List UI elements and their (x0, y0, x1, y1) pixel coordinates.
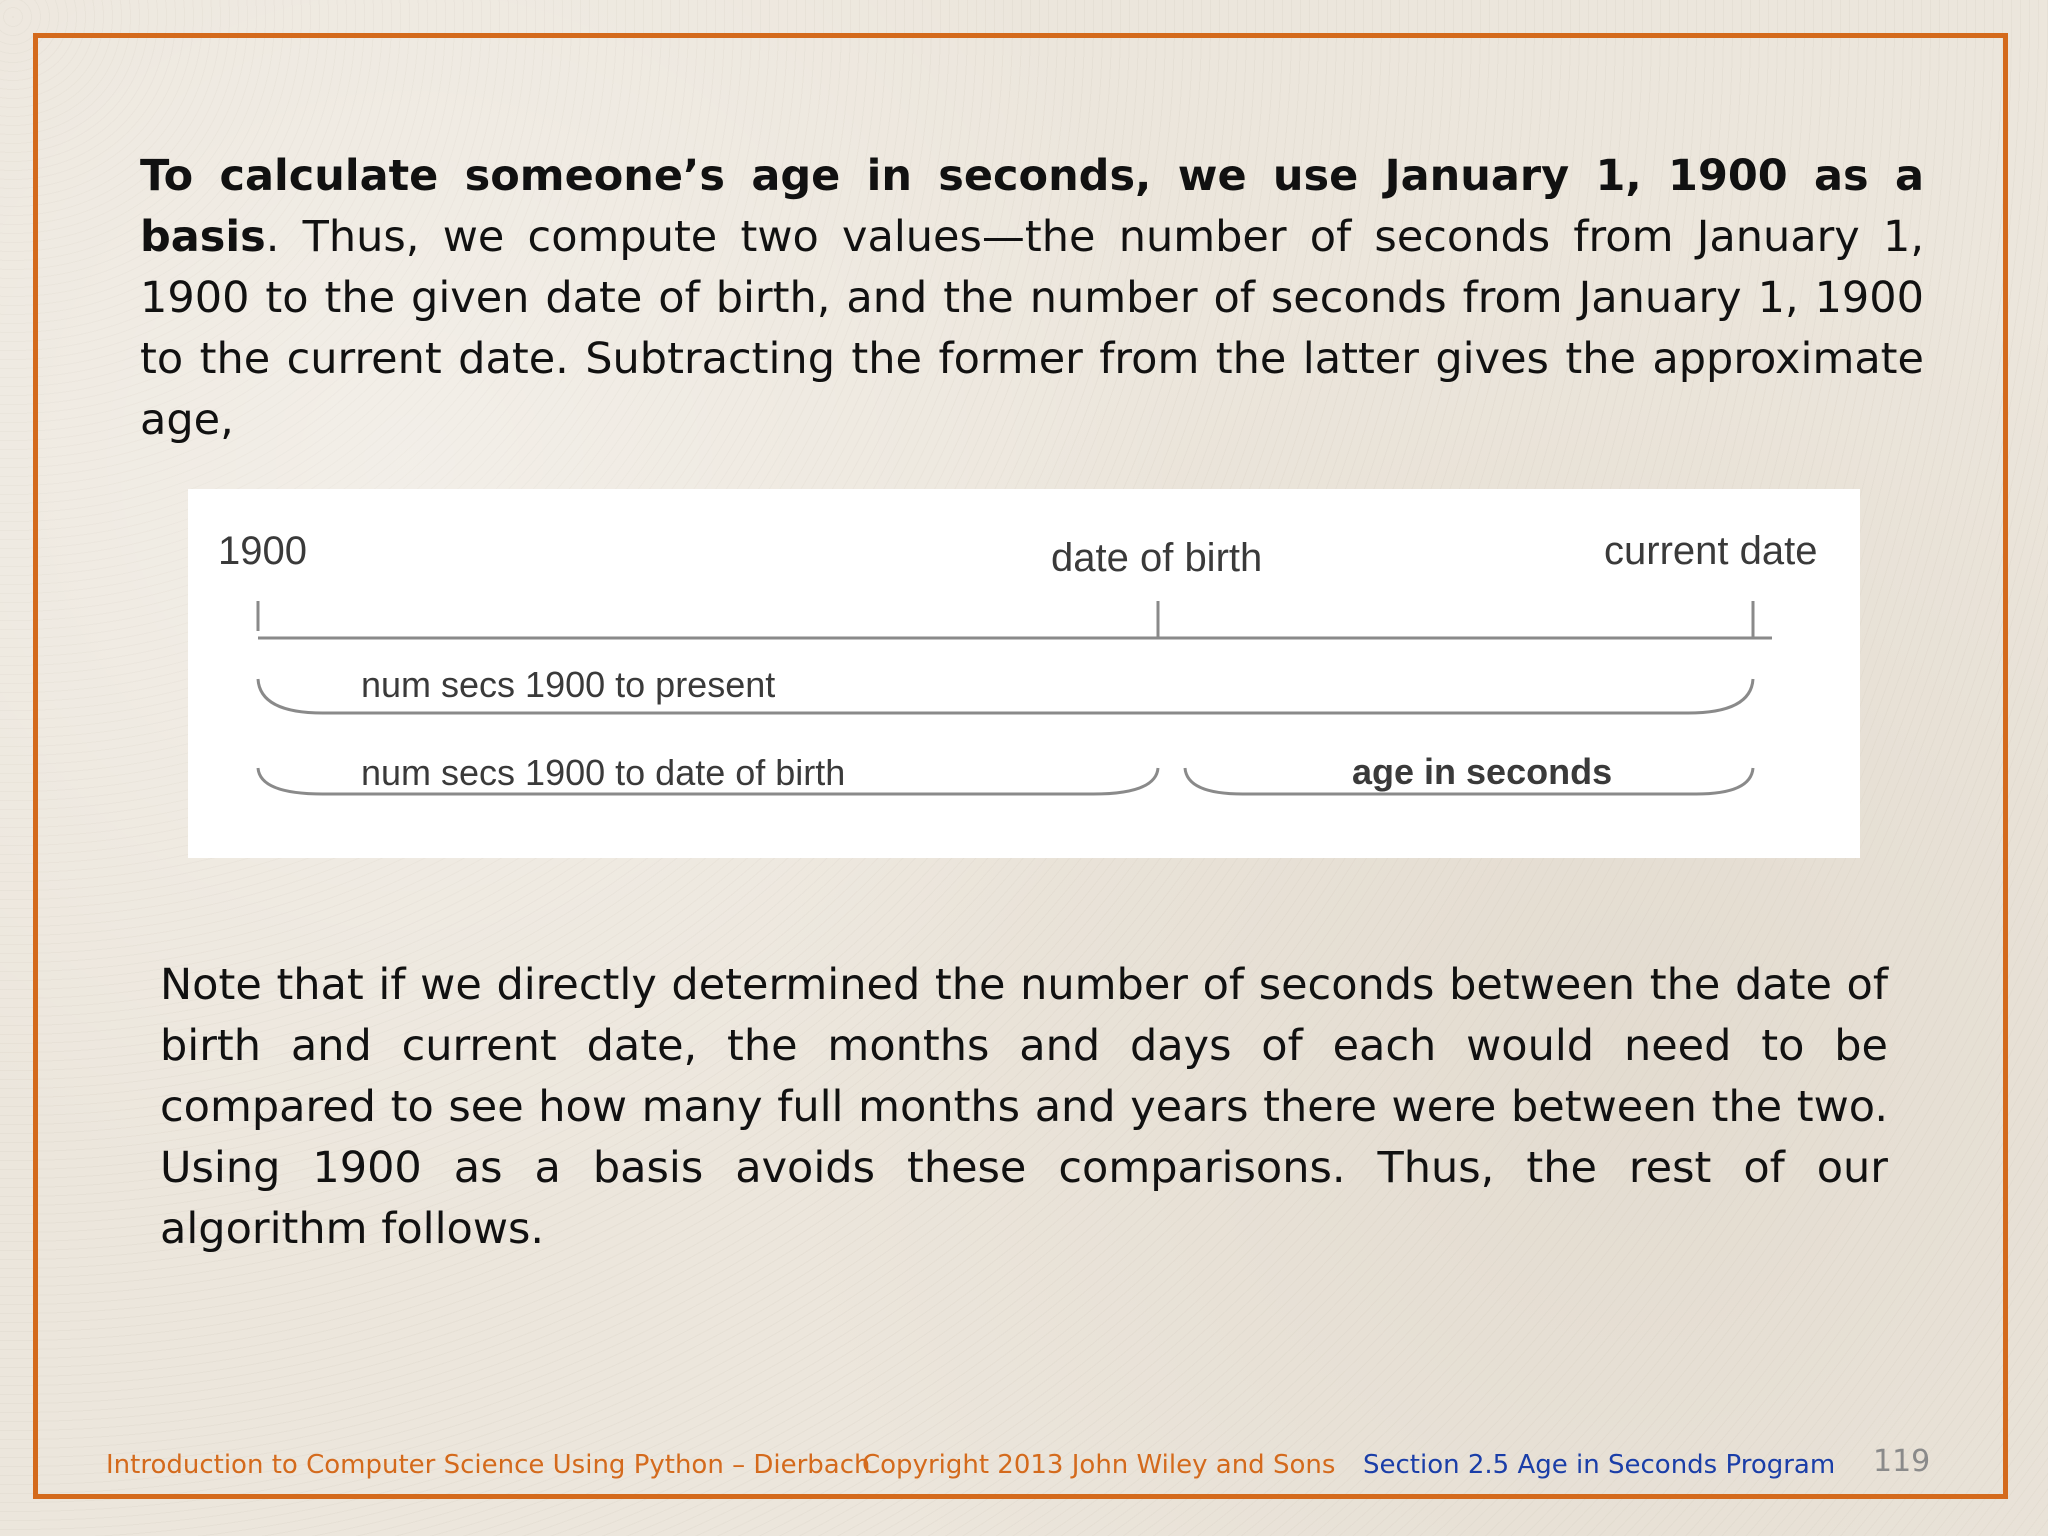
label-1900: 1900 (218, 529, 307, 573)
label-current-date: current date (1604, 529, 1818, 573)
timeline-diagram (188, 489, 1860, 858)
label-date-of-birth: date of birth (1051, 536, 1263, 580)
timeline-figure (188, 489, 1860, 858)
page-number: 119 (1873, 1444, 1931, 1479)
brace-label-1900-to-present: num secs 1900 to present (361, 664, 776, 705)
brace-label-age-in-seconds: age in seconds (1352, 751, 1613, 792)
brace-label-1900-to-birth: num secs 1900 to date of birth (361, 752, 846, 793)
footer-section-title: Section 2.5 Age in Seconds Program (1363, 1450, 1836, 1480)
footer-copyright: Copyright 2013 John Wiley and Sons (862, 1450, 1336, 1480)
intro-bold-text: To calculate someone’s age in seconds, we use January 1, 1900 as a basis (140, 151, 1924, 262)
intro-paragraph (140, 146, 1924, 451)
footer-book-title: Introduction to Computer Science Using Python – Dierbach (106, 1450, 871, 1480)
note-paragraph: Note that if we directly determined the number of seconds between the date of birth and current date, the months and days of each would need to be compared to see how many full months and years there were between the two. Using 1900 as a basis avoids these comparisons. Thus, the rest of our algorithm follows. (160, 960, 1888, 1254)
intro-rest-text: . Thus, we compute two values—the number of seconds from January 1, 1900 to the given date of birth, and the number of seconds from January 1, 1900 to the current date. Subtracting the former from the latter gives the approximate age, (140, 212, 1924, 445)
